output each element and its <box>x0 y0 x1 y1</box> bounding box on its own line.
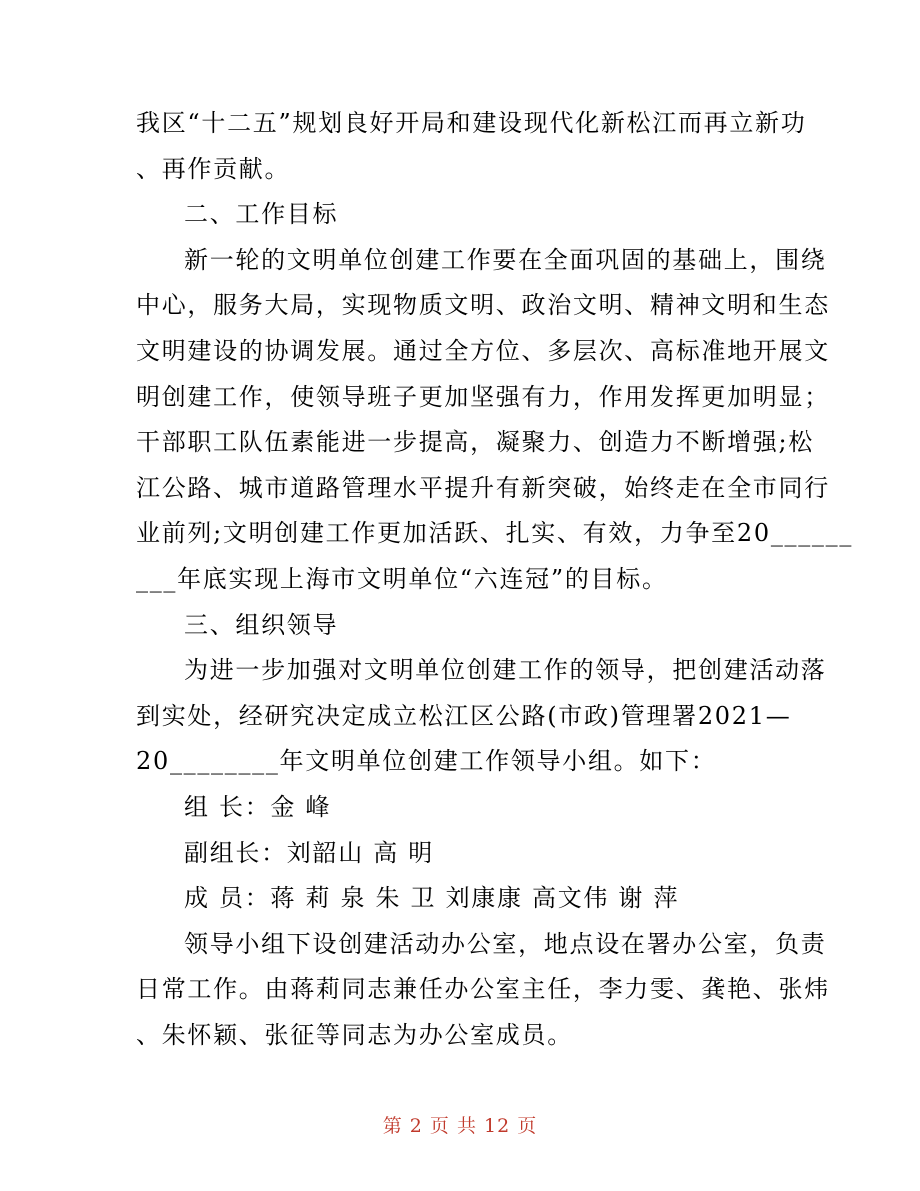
body-line: 中心，服务大局，实现物质文明、政治文明、精神文明和生态 <box>136 291 830 320</box>
body-line: 文明建设的协调发展。通过全方位、多层次、高标准地开展文 <box>136 336 830 365</box>
team-leader-line: 组 长：金 峰 <box>184 792 332 821</box>
body-line: 日常工作。由蒋莉同志兼任办公室主任，李力雯、龚艳、张炜 <box>136 975 830 1004</box>
body-line: 干部职工队伍素能进一步提高，凝聚力、创造力不断增强;松 <box>136 428 814 457</box>
members-line: 成 员：蒋 莉 泉 朱 卫 刘康康 高文伟 谢 萍 <box>184 884 680 913</box>
body-line: 领导小组下设创建活动办公室，地点设在署办公室，负责 <box>184 929 827 958</box>
body-line: 江公路、城市道路管理水平提升有新突破，始终走在全市同行 <box>136 473 830 502</box>
body-line: 到实处，经研究决定成立松江区公路(市政)管理署2021— <box>136 701 792 730</box>
body-line: 我区“十二五”规划良好开局和建设现代化新松江而再立新功 <box>136 109 807 137</box>
body-line: 20________年文明单位创建工作领导小组。如下： <box>136 747 717 776</box>
page-number-footer: 第 2 页 共 12 页 <box>382 1115 538 1137</box>
body-line: 、再作贡献。 <box>136 154 291 183</box>
body-line: 业前列;文明创建工作更加活跃、扎实、有效，力争至20______ <box>136 519 854 548</box>
body-line: 为进一步加强对文明单位创建工作的领导，把创建活动落 <box>184 656 827 685</box>
section-heading-work-goals: 二、工作目标 <box>184 200 339 229</box>
body-line: 、朱怀颖、张征等同志为办公室成员。 <box>136 1020 573 1049</box>
section-heading-organization: 三、组织领导 <box>184 610 339 639</box>
body-line: ___年底实现上海市文明单位“六连冠”的目标。 <box>136 564 668 593</box>
body-line: 新一轮的文明单位创建工作要在全面巩固的基础上，围绕 <box>184 245 827 274</box>
deputy-leader-line: 副组长：刘韶山 高 明 <box>184 838 434 867</box>
document-body <box>136 101 854 1058</box>
body-line: 明创建工作，使领导班子更加坚强有力，作用发挥更加明显； <box>136 382 830 411</box>
